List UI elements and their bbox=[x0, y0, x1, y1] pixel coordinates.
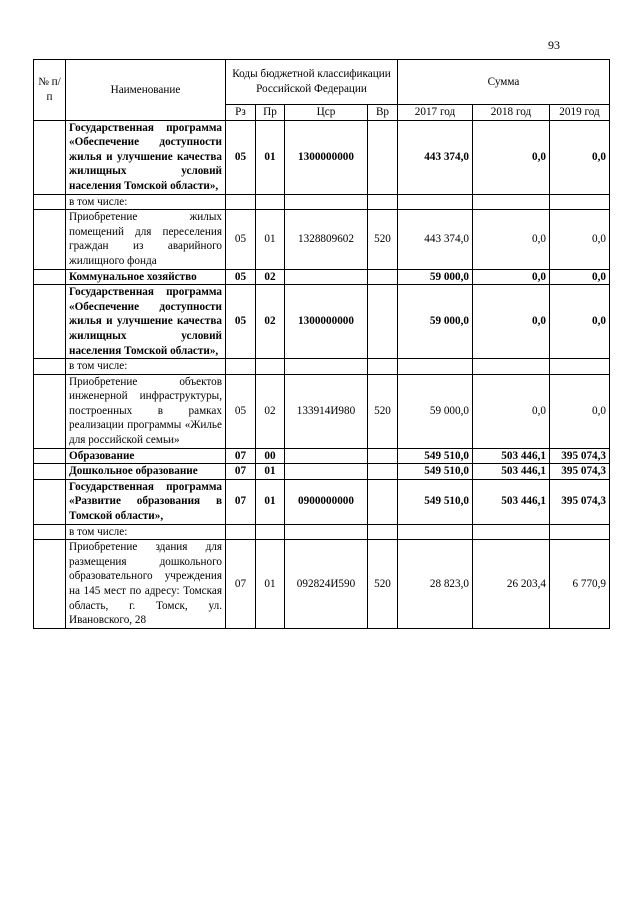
cell-rz bbox=[226, 194, 256, 210]
cell-pr: 01 bbox=[256, 540, 285, 629]
cell-pr: 01 bbox=[256, 464, 285, 480]
cell-tser bbox=[285, 269, 368, 285]
table-row bbox=[34, 448, 610, 464]
cell-name: Образование bbox=[66, 448, 226, 464]
table-header-row bbox=[34, 60, 610, 105]
header-rz: Рз bbox=[226, 105, 256, 121]
cell-pr: 02 bbox=[256, 285, 285, 359]
cell-name: Приобретение здания для размещения дошкольного образовательного учреждения на 145 мест по адресу: Томская область, г. Томск, ул. Ивановского, 28 bbox=[66, 540, 226, 629]
cell-name: Коммунальное хозяйство bbox=[66, 269, 226, 285]
cell-pr: 02 bbox=[256, 269, 285, 285]
cell-y2019: 0,0 bbox=[550, 285, 610, 359]
cell-pr: 02 bbox=[256, 374, 285, 448]
header-2018: 2018 год bbox=[473, 105, 550, 121]
cell-y2017: 549 510,0 bbox=[398, 479, 473, 524]
page-number: 93 bbox=[548, 38, 560, 52]
cell-y2017: 549 510,0 bbox=[398, 464, 473, 480]
cell-rz: 05 bbox=[226, 269, 256, 285]
cell-num bbox=[34, 269, 66, 285]
cell-y2019 bbox=[550, 194, 610, 210]
cell-name: Приобретение жилых помещений для переселения граждан из аварийного жилищного фонда bbox=[66, 210, 226, 269]
cell-y2018: 503 446,1 bbox=[473, 479, 550, 524]
cell-rz: 05 bbox=[226, 374, 256, 448]
cell-y2017: 443 374,0 bbox=[398, 120, 473, 194]
cell-y2018: 0,0 bbox=[473, 269, 550, 285]
cell-y2018 bbox=[473, 524, 550, 540]
cell-y2017 bbox=[398, 194, 473, 210]
table-row bbox=[34, 120, 610, 194]
cell-y2017 bbox=[398, 524, 473, 540]
header-sum: Сумма bbox=[398, 60, 610, 105]
table-row bbox=[34, 374, 610, 448]
cell-y2019: 395 074,3 bbox=[550, 464, 610, 480]
cell-pr bbox=[256, 524, 285, 540]
table-row bbox=[34, 269, 610, 285]
cell-vr bbox=[368, 359, 398, 375]
cell-y2018 bbox=[473, 194, 550, 210]
cell-tser bbox=[285, 464, 368, 480]
cell-y2018: 0,0 bbox=[473, 374, 550, 448]
cell-y2018: 0,0 bbox=[473, 120, 550, 194]
cell-name: Государственная программа «Развитие образования в Томской области», bbox=[66, 479, 226, 524]
cell-pr: 01 bbox=[256, 120, 285, 194]
cell-num bbox=[34, 120, 66, 194]
header-pr: Пр bbox=[256, 105, 285, 121]
cell-vr: 520 bbox=[368, 210, 398, 269]
cell-num bbox=[34, 359, 66, 375]
budget-table bbox=[33, 59, 610, 629]
table-row bbox=[34, 524, 610, 540]
cell-rz: 05 bbox=[226, 210, 256, 269]
cell-y2017: 443 374,0 bbox=[398, 210, 473, 269]
header-vr: Вр bbox=[368, 105, 398, 121]
header-2017: 2017 год bbox=[398, 105, 473, 121]
cell-pr: 01 bbox=[256, 479, 285, 524]
cell-y2019: 0,0 bbox=[550, 269, 610, 285]
cell-num bbox=[34, 524, 66, 540]
cell-y2018: 26 203,4 bbox=[473, 540, 550, 629]
header-tser: Цср bbox=[285, 105, 368, 121]
cell-tser bbox=[285, 359, 368, 375]
table-row bbox=[34, 540, 610, 629]
cell-tser bbox=[285, 194, 368, 210]
cell-y2018 bbox=[473, 359, 550, 375]
cell-num bbox=[34, 448, 66, 464]
cell-y2019: 0,0 bbox=[550, 120, 610, 194]
cell-pr bbox=[256, 359, 285, 375]
cell-num bbox=[34, 374, 66, 448]
cell-tser bbox=[285, 524, 368, 540]
cell-tser: 1328809602 bbox=[285, 210, 368, 269]
cell-rz: 05 bbox=[226, 120, 256, 194]
cell-vr bbox=[368, 285, 398, 359]
cell-vr bbox=[368, 479, 398, 524]
table-row bbox=[34, 359, 610, 375]
cell-tser bbox=[285, 448, 368, 464]
cell-name: Приобретение объектов инженерной инфраструктуры, построенных в рамках реализации программы «Жилье для российской семьи» bbox=[66, 374, 226, 448]
cell-num bbox=[34, 285, 66, 359]
cell-y2019: 0,0 bbox=[550, 374, 610, 448]
cell-rz: 07 bbox=[226, 540, 256, 629]
cell-vr bbox=[368, 464, 398, 480]
cell-name: в том числе: bbox=[66, 359, 226, 375]
cell-y2019: 395 074,3 bbox=[550, 479, 610, 524]
table-row bbox=[34, 479, 610, 524]
cell-tser: 092824И590 bbox=[285, 540, 368, 629]
cell-pr bbox=[256, 194, 285, 210]
cell-y2018: 0,0 bbox=[473, 285, 550, 359]
cell-num bbox=[34, 194, 66, 210]
cell-y2019: 6 770,9 bbox=[550, 540, 610, 629]
cell-pr: 00 bbox=[256, 448, 285, 464]
cell-name: в том числе: bbox=[66, 194, 226, 210]
table-row bbox=[34, 210, 610, 269]
cell-rz bbox=[226, 359, 256, 375]
cell-rz: 05 bbox=[226, 285, 256, 359]
cell-tser: 133914И980 bbox=[285, 374, 368, 448]
header-num: № п/п bbox=[34, 60, 66, 121]
cell-rz: 07 bbox=[226, 479, 256, 524]
cell-vr: 520 bbox=[368, 374, 398, 448]
header-name: Наименование bbox=[66, 60, 226, 121]
cell-vr bbox=[368, 448, 398, 464]
header-codes: Коды бюджетной классификации Российской Федерации bbox=[226, 60, 398, 105]
cell-rz: 07 bbox=[226, 464, 256, 480]
cell-y2017: 549 510,0 bbox=[398, 448, 473, 464]
cell-vr bbox=[368, 120, 398, 194]
cell-tser: 1300000000 bbox=[285, 120, 368, 194]
cell-y2017: 59 000,0 bbox=[398, 374, 473, 448]
cell-num bbox=[34, 464, 66, 480]
cell-y2017: 59 000,0 bbox=[398, 269, 473, 285]
cell-y2018: 0,0 bbox=[473, 210, 550, 269]
cell-tser: 0900000000 bbox=[285, 479, 368, 524]
cell-y2017: 28 823,0 bbox=[398, 540, 473, 629]
cell-num bbox=[34, 540, 66, 629]
cell-name: Государственная программа «Обеспечение доступности жилья и улучшение качества жилищных условий населения Томской области», bbox=[66, 120, 226, 194]
cell-y2017 bbox=[398, 359, 473, 375]
cell-num bbox=[34, 210, 66, 269]
cell-vr bbox=[368, 194, 398, 210]
cell-y2019 bbox=[550, 524, 610, 540]
table-row bbox=[34, 285, 610, 359]
cell-y2019 bbox=[550, 359, 610, 375]
cell-num bbox=[34, 479, 66, 524]
cell-tser: 1300000000 bbox=[285, 285, 368, 359]
cell-y2017: 59 000,0 bbox=[398, 285, 473, 359]
cell-y2018: 503 446,1 bbox=[473, 448, 550, 464]
cell-pr: 01 bbox=[256, 210, 285, 269]
cell-name: Государственная программа «Обеспечение доступности жилья и улучшение качества жилищных условий населения Томской области», bbox=[66, 285, 226, 359]
cell-y2018: 503 446,1 bbox=[473, 464, 550, 480]
cell-name: Дошкольное образование bbox=[66, 464, 226, 480]
cell-name: в том числе: bbox=[66, 524, 226, 540]
cell-y2019: 0,0 bbox=[550, 210, 610, 269]
table-body bbox=[34, 120, 610, 628]
cell-rz bbox=[226, 524, 256, 540]
cell-vr: 520 bbox=[368, 540, 398, 629]
cell-rz: 07 bbox=[226, 448, 256, 464]
cell-vr bbox=[368, 269, 398, 285]
cell-y2019: 395 074,3 bbox=[550, 448, 610, 464]
table-row bbox=[34, 194, 610, 210]
table-row bbox=[34, 464, 610, 480]
header-2019: 2019 год bbox=[550, 105, 610, 121]
cell-vr bbox=[368, 524, 398, 540]
